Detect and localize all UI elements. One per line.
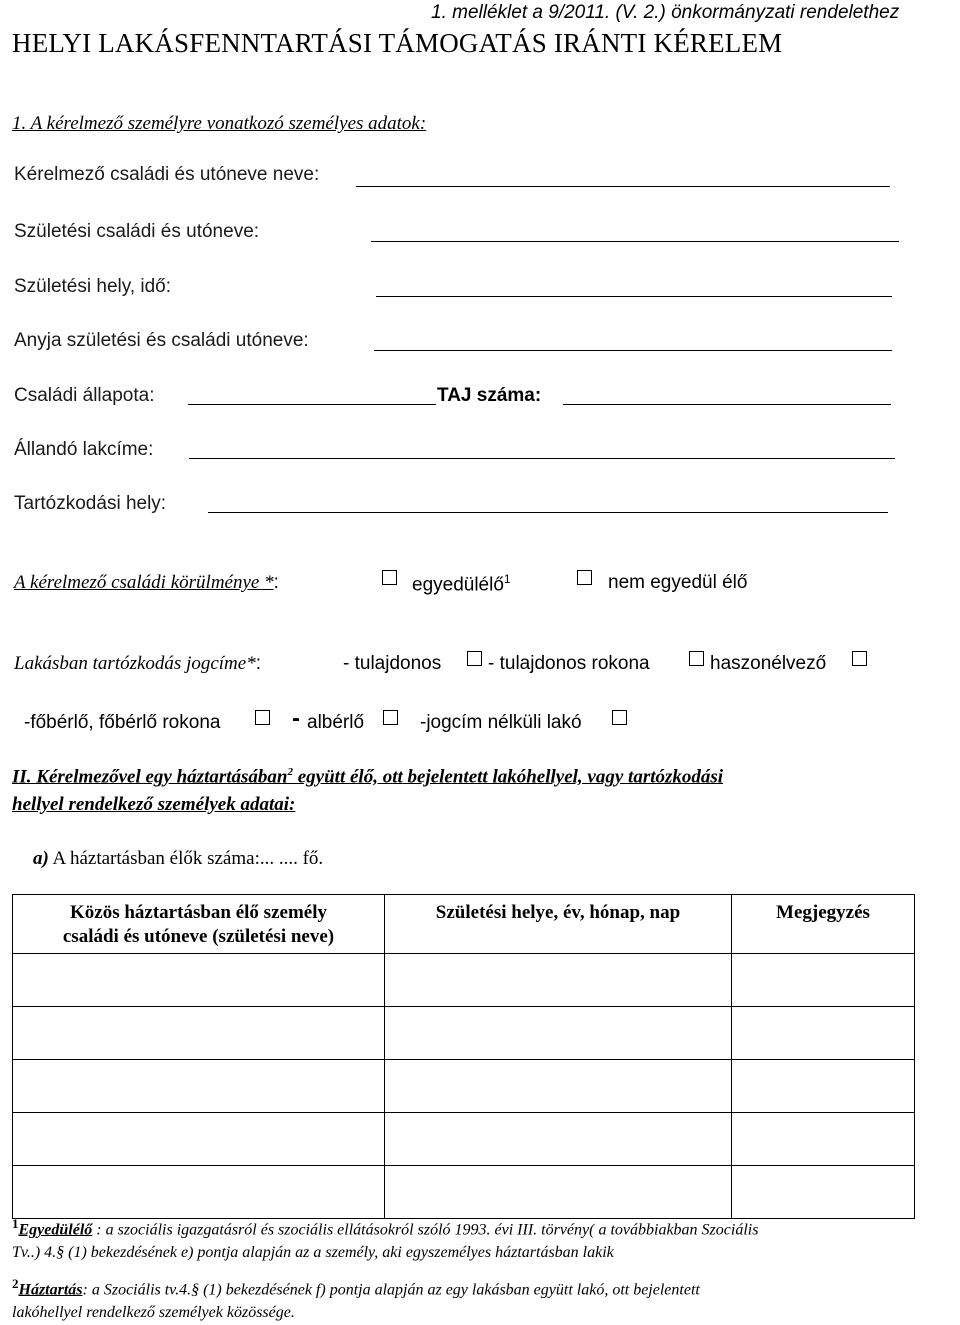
marital-status-label: Családi állapota: [14,385,155,406]
section2-heading-part2: együtt élő, ott bejelentett lakóhellyel, vagy tartózkodási [293,766,724,788]
no-title-checkbox[interactable] [612,710,627,725]
footnote-2-text-b: (1) bekezdésének f) pontja alapján az egy lakásban együtt lakó, ott bejelentett [199,1281,700,1299]
footnote-1-text: : a szociális igazgatásról és szociális ellátásokról szóló 1993. évi III. törvény( a továbbiakban Szociális [92,1221,759,1239]
owner-relative-option-label: - tulajdonos rokona [488,653,650,674]
marital-status-field[interactable] [188,404,436,405]
table-cell[interactable] [385,954,732,1007]
section2-heading-part1: II. Kérelmezővel egy háztartásában [12,766,288,788]
main-tenant-checkbox[interactable] [255,710,270,725]
table-row [13,1113,915,1166]
table-cell[interactable] [13,1007,385,1060]
household-prefix: a) [33,848,49,869]
annex-reference: 1. melléklet a 9/2011. (V. 2.) önkormányzati rendelethez [431,2,900,23]
table-cell[interactable] [732,954,915,1007]
single-option-text: egyedülélő [412,574,504,596]
col-birth-header: Születési helye, év, hónap, nap [385,895,732,954]
table-row [13,1166,915,1219]
form-title: HELYI LAKÁSFENNTARTÁSI TÁMOGATÁS IRÁNTI KÉRELEM [12,28,783,58]
footnote-2-number: 2 [12,1276,19,1291]
footnote-ref-2: 2 [287,766,293,778]
table-cell[interactable] [13,1113,385,1166]
name-field[interactable] [356,186,890,187]
tenure-row-label [14,653,261,675]
section1-heading: 1. A kérelmező személyre vonatkozó személyes adatok: [12,113,427,134]
table-cell[interactable] [13,954,385,1007]
main-tenant-option-label: -főbérlő, főbérlő rokona [24,712,221,733]
residence-field[interactable] [208,512,888,513]
footnote-ref-1: 1 [503,572,511,586]
taj-field[interactable] [563,404,891,405]
table-cell[interactable] [385,1113,732,1166]
taj-label: TAJ száma: [437,385,542,406]
name-label: Kérelmező családi és utóneve neve: [14,164,320,185]
household-count [33,848,323,870]
table-cell[interactable] [385,1007,732,1060]
table-cell[interactable] [13,1060,385,1113]
single-option-label [412,572,511,596]
col-name-header [13,895,385,954]
col-name-header-line1: Közös háztartásban élő személy [70,902,327,923]
footnote-1-text-2a: Tv..) 4. [12,1244,57,1262]
birth-place-field[interactable] [376,296,892,297]
owner-checkbox[interactable] [467,651,482,666]
col-name-header-line2: családi és utóneve (születési neve) [62,926,335,947]
footnote-2-text-2: lakóhellyel rendelkező személyek közössége. [12,1304,295,1322]
table-cell[interactable] [732,1113,915,1166]
section2-heading [12,766,723,788]
single-checkbox[interactable] [382,570,397,585]
not-single-option-label: nem egyedül élő [608,572,748,593]
not-single-checkbox[interactable] [577,570,592,585]
table-cell[interactable] [385,1060,732,1113]
table-cell[interactable] [732,1007,915,1060]
table-row [13,954,915,1007]
footnote-1-number: 1 [12,1216,19,1231]
section2-heading-line2: hellyel rendelkező személyek adatai: [12,794,296,815]
mother-name-label: Anyja születési és családi utóneve: [14,330,309,351]
usufructuary-option-label: haszonélvező [710,653,827,674]
table-cell[interactable] [385,1166,732,1219]
no-title-option-label: -jogcím nélküli lakó [420,712,582,733]
footnote-2-text: : a Szociális tv.4. [82,1281,192,1299]
col-note-header: Megjegyzés [732,895,915,954]
permanent-address-field[interactable] [189,458,895,459]
family-circumstance-row [14,572,279,594]
subtenant-checkbox[interactable] [383,710,398,725]
section-sign: § [56,1244,65,1262]
subtenant-option-label: albérlő [307,712,365,733]
table-row [13,1007,915,1060]
section-sign: § [191,1281,200,1299]
household-members-table [12,894,915,1219]
birth-name-field[interactable] [371,241,899,242]
table-row [13,1060,915,1113]
tenure-label: Lakásban tartózkodás jogcíme* [14,653,256,674]
family-circumstance-colon: : [273,572,279,593]
subtenant-dash: - [292,705,300,732]
footnote-1-term: Egyedülélő [18,1221,93,1239]
table-cell[interactable] [732,1060,915,1113]
birth-place-label: Születési hely, idő: [14,276,172,297]
table-cell[interactable] [732,1166,915,1219]
usufructuary-checkbox[interactable] [852,651,867,666]
table-header-row [13,895,915,954]
table-cell[interactable] [13,1166,385,1219]
mother-name-field[interactable] [374,350,892,351]
owner-relative-checkbox[interactable] [689,651,704,666]
residence-label: Tartózkodási hely: [14,493,167,514]
birth-name-label: Születési családi és utóneve: [14,221,260,242]
footnote-1-text-2b: (1) bekezdésének e) pontja alapján az a személy, aki egyszemélyes háztartásban lakik [64,1244,614,1262]
footnote-2 [12,1272,958,1324]
family-circumstance-label: A kérelmező családi körülménye * [14,572,274,593]
footnote-2-term: Háztartás [18,1281,83,1299]
tenure-colon: : [255,653,261,674]
permanent-address-label: Állandó lakcíme: [14,439,154,460]
household-count-text: A háztartásban élők száma:... .... fő. [48,848,324,869]
footnote-1 [12,1212,958,1264]
owner-option-label: - tulajdonos [343,653,442,674]
